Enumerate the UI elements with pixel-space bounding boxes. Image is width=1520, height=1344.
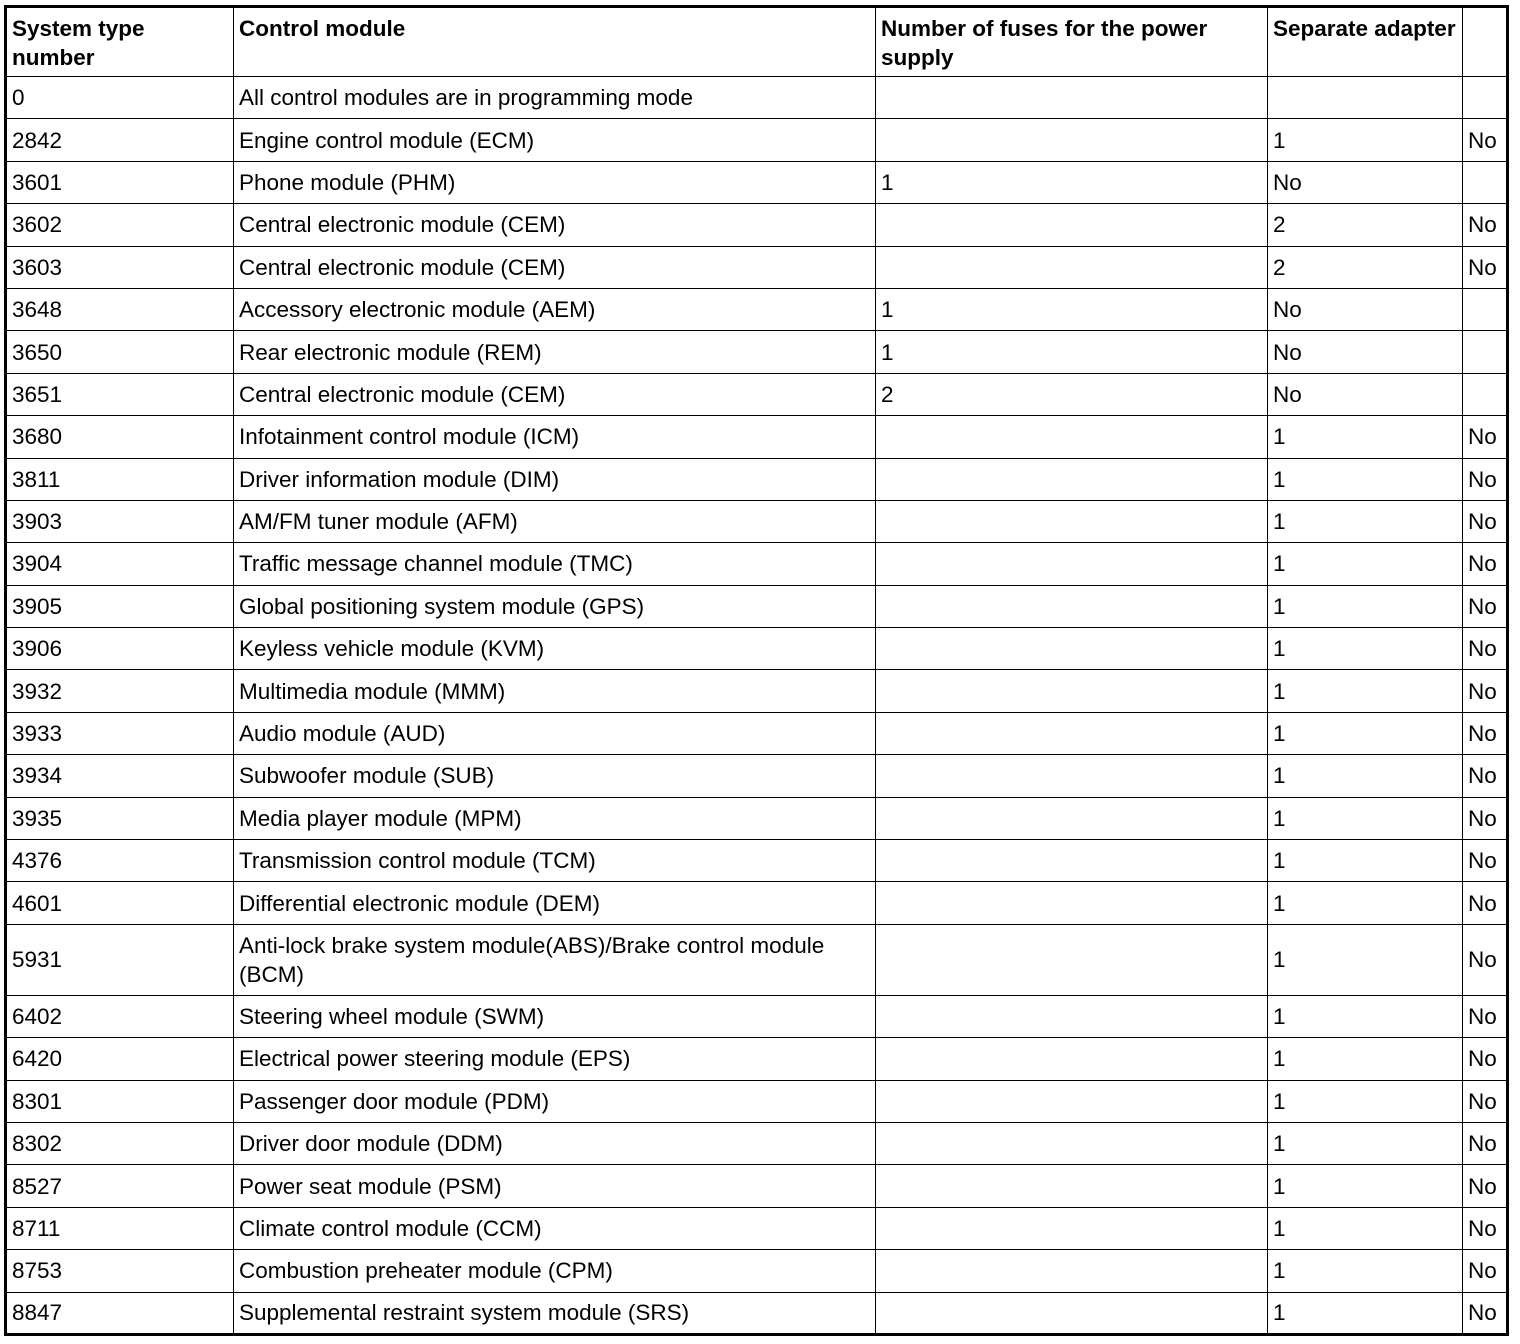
table-body xyxy=(6,77,1508,1335)
cell-system-type-number: 3650 xyxy=(6,331,234,373)
cell-number-of-fuses xyxy=(876,1165,1268,1207)
cell-extra xyxy=(1463,288,1508,330)
cell-control-module: Steering wheel module (SWM) xyxy=(234,995,876,1037)
cell-number-of-fuses: 1 xyxy=(876,161,1268,203)
cell-extra: No xyxy=(1463,1122,1508,1164)
cell-extra: No xyxy=(1463,500,1508,542)
cell-number-of-fuses xyxy=(876,628,1268,670)
cell-number-of-fuses xyxy=(876,585,1268,627)
table-row xyxy=(6,119,1508,161)
cell-extra: No xyxy=(1463,1165,1508,1207)
cell-control-module: Keyless vehicle module (KVM) xyxy=(234,628,876,670)
cell-system-type-number: 4376 xyxy=(6,840,234,882)
table-row xyxy=(6,246,1508,288)
cell-separate-adapter: 1 xyxy=(1268,797,1463,839)
cell-number-of-fuses xyxy=(876,1038,1268,1080)
cell-extra xyxy=(1463,373,1508,415)
cell-control-module: Engine control module (ECM) xyxy=(234,119,876,161)
cell-number-of-fuses xyxy=(876,416,1268,458)
cell-extra: No xyxy=(1463,628,1508,670)
cell-system-type-number: 3602 xyxy=(6,204,234,246)
cell-number-of-fuses xyxy=(876,77,1268,119)
control-module-table xyxy=(4,5,1509,1336)
table-row xyxy=(6,1207,1508,1249)
cell-control-module: Anti-lock brake system module(ABS)/Brake control module (BCM) xyxy=(234,924,876,995)
cell-control-module: Driver door module (DDM) xyxy=(234,1122,876,1164)
cell-system-type-number: 3651 xyxy=(6,373,234,415)
cell-separate-adapter: 1 xyxy=(1268,1038,1463,1080)
cell-system-type-number: 3648 xyxy=(6,288,234,330)
cell-system-type-number: 3904 xyxy=(6,543,234,585)
cell-separate-adapter xyxy=(1268,77,1463,119)
header-number-of-fuses: Number of fuses for the power supply xyxy=(876,7,1268,77)
cell-extra: No xyxy=(1463,882,1508,924)
cell-system-type-number: 3601 xyxy=(6,161,234,203)
table-row xyxy=(6,797,1508,839)
cell-control-module: Climate control module (CCM) xyxy=(234,1207,876,1249)
cell-separate-adapter: 1 xyxy=(1268,1080,1463,1122)
cell-number-of-fuses: 2 xyxy=(876,373,1268,415)
cell-control-module: Infotainment control module (ICM) xyxy=(234,416,876,458)
cell-separate-adapter: 1 xyxy=(1268,1122,1463,1164)
table-row xyxy=(6,1122,1508,1164)
cell-control-module: Subwoofer module (SUB) xyxy=(234,755,876,797)
table-row xyxy=(6,331,1508,373)
cell-control-module: Central electronic module (CEM) xyxy=(234,246,876,288)
cell-system-type-number: 6420 xyxy=(6,1038,234,1080)
table-row xyxy=(6,500,1508,542)
cell-control-module: Driver information module (DIM) xyxy=(234,458,876,500)
table-row xyxy=(6,458,1508,500)
cell-extra: No xyxy=(1463,1292,1508,1334)
table-row xyxy=(6,628,1508,670)
cell-extra: No xyxy=(1463,712,1508,754)
table-row xyxy=(6,1250,1508,1292)
cell-number-of-fuses: 1 xyxy=(876,288,1268,330)
cell-separate-adapter: No xyxy=(1268,288,1463,330)
cell-system-type-number: 8301 xyxy=(6,1080,234,1122)
cell-separate-adapter: 1 xyxy=(1268,1165,1463,1207)
cell-control-module: Traffic message channel module (TMC) xyxy=(234,543,876,585)
cell-system-type-number: 3935 xyxy=(6,797,234,839)
header-control-module: Control module xyxy=(234,7,876,77)
cell-extra: No xyxy=(1463,1080,1508,1122)
cell-extra: No xyxy=(1463,924,1508,995)
cell-extra: No xyxy=(1463,840,1508,882)
cell-extra: No xyxy=(1463,1038,1508,1080)
cell-number-of-fuses xyxy=(876,797,1268,839)
table-row xyxy=(6,373,1508,415)
cell-control-module: Electrical power steering module (EPS) xyxy=(234,1038,876,1080)
cell-extra xyxy=(1463,161,1508,203)
cell-separate-adapter: No xyxy=(1268,331,1463,373)
cell-system-type-number: 3933 xyxy=(6,712,234,754)
cell-number-of-fuses xyxy=(876,924,1268,995)
cell-extra: No xyxy=(1463,1250,1508,1292)
table-row xyxy=(6,712,1508,754)
cell-extra: No xyxy=(1463,458,1508,500)
cell-system-type-number: 3906 xyxy=(6,628,234,670)
cell-control-module: Audio module (AUD) xyxy=(234,712,876,754)
cell-system-type-number: 8711 xyxy=(6,1207,234,1249)
cell-number-of-fuses xyxy=(876,1207,1268,1249)
cell-control-module: Central electronic module (CEM) xyxy=(234,373,876,415)
cell-separate-adapter: 1 xyxy=(1268,882,1463,924)
cell-control-module: Central electronic module (CEM) xyxy=(234,204,876,246)
cell-extra: No xyxy=(1463,995,1508,1037)
cell-number-of-fuses xyxy=(876,1080,1268,1122)
table-header-row xyxy=(6,7,1508,77)
cell-control-module: Supplemental restraint system module (SRS) xyxy=(234,1292,876,1334)
cell-system-type-number: 8753 xyxy=(6,1250,234,1292)
cell-extra: No xyxy=(1463,585,1508,627)
table-row xyxy=(6,755,1508,797)
cell-separate-adapter: 1 xyxy=(1268,500,1463,542)
cell-number-of-fuses xyxy=(876,1292,1268,1334)
cell-extra: No xyxy=(1463,204,1508,246)
cell-separate-adapter: 1 xyxy=(1268,1250,1463,1292)
cell-separate-adapter: 1 xyxy=(1268,1207,1463,1249)
cell-extra: No xyxy=(1463,670,1508,712)
cell-number-of-fuses xyxy=(876,755,1268,797)
table-row xyxy=(6,840,1508,882)
cell-system-type-number: 4601 xyxy=(6,882,234,924)
cell-system-type-number: 8847 xyxy=(6,1292,234,1334)
cell-separate-adapter: 1 xyxy=(1268,924,1463,995)
cell-separate-adapter: 1 xyxy=(1268,416,1463,458)
table-row xyxy=(6,288,1508,330)
table-row xyxy=(6,924,1508,995)
cell-extra: No xyxy=(1463,755,1508,797)
table-row xyxy=(6,1038,1508,1080)
cell-control-module: Power seat module (PSM) xyxy=(234,1165,876,1207)
cell-system-type-number: 3680 xyxy=(6,416,234,458)
cell-number-of-fuses xyxy=(876,712,1268,754)
cell-separate-adapter: No xyxy=(1268,161,1463,203)
table-row xyxy=(6,416,1508,458)
cell-control-module: Accessory electronic module (AEM) xyxy=(234,288,876,330)
cell-system-type-number: 3905 xyxy=(6,585,234,627)
cell-number-of-fuses xyxy=(876,458,1268,500)
cell-number-of-fuses xyxy=(876,204,1268,246)
cell-control-module: All control modules are in programming mode xyxy=(234,77,876,119)
cell-number-of-fuses xyxy=(876,119,1268,161)
cell-extra: No xyxy=(1463,119,1508,161)
header-system-type-number: System type number xyxy=(6,7,234,77)
cell-separate-adapter: 1 xyxy=(1268,670,1463,712)
cell-system-type-number: 3932 xyxy=(6,670,234,712)
cell-separate-adapter: 2 xyxy=(1268,246,1463,288)
cell-control-module: Differential electronic module (DEM) xyxy=(234,882,876,924)
cell-system-type-number: 3903 xyxy=(6,500,234,542)
table-row xyxy=(6,204,1508,246)
cell-system-type-number: 3934 xyxy=(6,755,234,797)
cell-separate-adapter: 1 xyxy=(1268,543,1463,585)
cell-control-module: Transmission control module (TCM) xyxy=(234,840,876,882)
cell-control-module: Combustion preheater module (CPM) xyxy=(234,1250,876,1292)
cell-extra: No xyxy=(1463,1207,1508,1249)
cell-control-module: Multimedia module (MMM) xyxy=(234,670,876,712)
cell-extra: No xyxy=(1463,543,1508,585)
cell-extra: No xyxy=(1463,246,1508,288)
cell-control-module: Global positioning system module (GPS) xyxy=(234,585,876,627)
cell-number-of-fuses xyxy=(876,670,1268,712)
table-row xyxy=(6,77,1508,119)
header-extra xyxy=(1463,7,1508,77)
cell-extra: No xyxy=(1463,797,1508,839)
cell-control-module: Rear electronic module (REM) xyxy=(234,331,876,373)
cell-system-type-number: 8527 xyxy=(6,1165,234,1207)
cell-control-module: Media player module (MPM) xyxy=(234,797,876,839)
cell-number-of-fuses xyxy=(876,995,1268,1037)
cell-number-of-fuses xyxy=(876,246,1268,288)
cell-separate-adapter: 1 xyxy=(1268,712,1463,754)
cell-system-type-number: 2842 xyxy=(6,119,234,161)
cell-extra xyxy=(1463,77,1508,119)
cell-number-of-fuses xyxy=(876,840,1268,882)
cell-extra xyxy=(1463,331,1508,373)
cell-separate-adapter: 1 xyxy=(1268,458,1463,500)
cell-separate-adapter: 1 xyxy=(1268,1292,1463,1334)
cell-separate-adapter: 2 xyxy=(1268,204,1463,246)
cell-system-type-number: 8302 xyxy=(6,1122,234,1164)
cell-control-module: Phone module (PHM) xyxy=(234,161,876,203)
cell-system-type-number: 3603 xyxy=(6,246,234,288)
cell-control-module: Passenger door module (PDM) xyxy=(234,1080,876,1122)
cell-number-of-fuses xyxy=(876,500,1268,542)
cell-separate-adapter: 1 xyxy=(1268,995,1463,1037)
table-row xyxy=(6,1080,1508,1122)
document-page xyxy=(4,5,1509,1336)
cell-separate-adapter: 1 xyxy=(1268,755,1463,797)
cell-separate-adapter: 1 xyxy=(1268,585,1463,627)
cell-number-of-fuses xyxy=(876,1122,1268,1164)
cell-number-of-fuses: 1 xyxy=(876,331,1268,373)
table-row xyxy=(6,585,1508,627)
cell-separate-adapter: 1 xyxy=(1268,119,1463,161)
cell-extra: No xyxy=(1463,416,1508,458)
cell-system-type-number: 0 xyxy=(6,77,234,119)
cell-number-of-fuses xyxy=(876,882,1268,924)
table-row xyxy=(6,1292,1508,1334)
table-row xyxy=(6,882,1508,924)
table-row xyxy=(6,995,1508,1037)
header-separate-adapter: Separate adapter xyxy=(1268,7,1463,77)
cell-separate-adapter: 1 xyxy=(1268,628,1463,670)
table-row xyxy=(6,670,1508,712)
cell-separate-adapter: 1 xyxy=(1268,840,1463,882)
cell-separate-adapter: No xyxy=(1268,373,1463,415)
cell-system-type-number: 6402 xyxy=(6,995,234,1037)
table-row xyxy=(6,543,1508,585)
table-row xyxy=(6,161,1508,203)
cell-number-of-fuses xyxy=(876,1250,1268,1292)
table-row xyxy=(6,1165,1508,1207)
cell-number-of-fuses xyxy=(876,543,1268,585)
cell-system-type-number: 5931 xyxy=(6,924,234,995)
cell-system-type-number: 3811 xyxy=(6,458,234,500)
cell-control-module: AM/FM tuner module (AFM) xyxy=(234,500,876,542)
